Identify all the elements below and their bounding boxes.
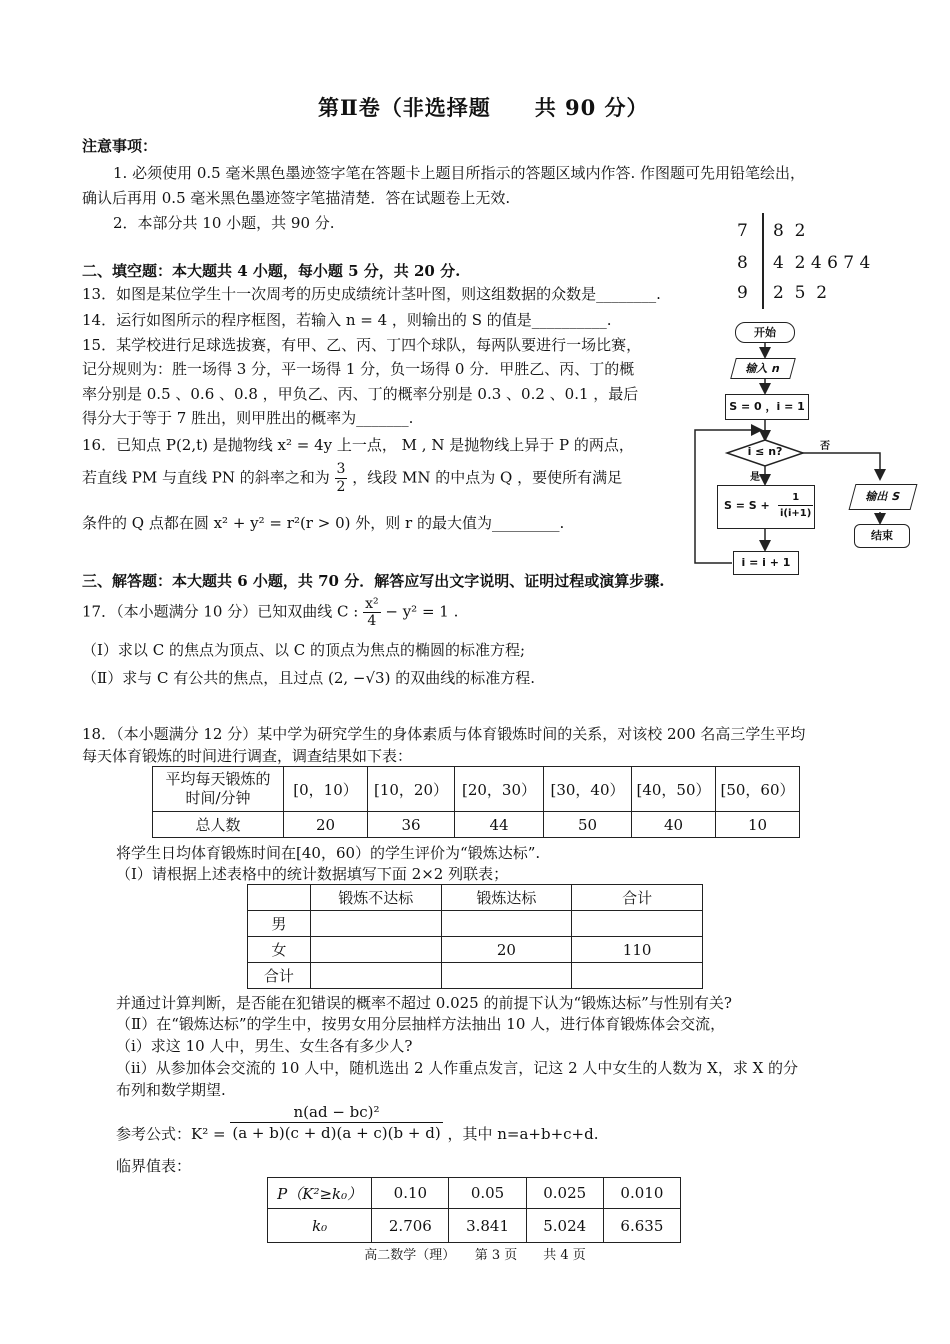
q17-text-b: − y² = 1 . <box>385 602 459 621</box>
count-cell: 36 <box>368 812 455 838</box>
question-15-line: 15．某学校进行足球选拔赛，有甲、乙、丙、丁四个球队，每两队要进行一场比赛， <box>82 336 642 354</box>
question-15-line: 记分规则为：胜一场得 3 分，平一场得 1 分，负一场得 0 分．甲胜乙、丙、丁的概 <box>82 360 635 378</box>
ct-header-cell: 锻炼达标 <box>441 885 572 911</box>
qualified-definition: 将学生日均体育锻炼时间在[40，60）的学生评价为“锻炼达标”. <box>116 844 541 862</box>
ct-row-label: 合计 <box>248 963 311 989</box>
section2-heading: 二、填空题：本大题共 4 小题，每小题 5 分，共 20 分. <box>82 262 461 280</box>
range-cell: [40，50） <box>632 767 716 812</box>
page-footer: 高二数学（理） 第 3 页 共 4 页 <box>364 1248 586 1263</box>
range-cell: [20，30） <box>455 767 544 812</box>
crit-cell: 5.024 <box>526 1209 603 1243</box>
question-15-line: 得分大于等于 7 胜出，则甲胜出的概率为_______. <box>82 409 414 427</box>
range-cell: [30，40） <box>544 767 632 812</box>
question-18-part2-ii: （ⅱ）从参加体会交流的 10 人中，随机选出 2 人作重点发言，记这 2 人中女生的人数为 X，求 X 的分 <box>116 1059 799 1077</box>
question-18-part2-i: （ⅰ）求这 10 人中，男生、女生各有多少人? <box>116 1037 413 1055</box>
flow-frac-num: 1 <box>778 490 813 506</box>
question-18-stem: 18．（本小题满分 12 分）某中学为研究学生的身体素质与体育锻炼时间的关系，对该校 200 名高三学生平均 <box>82 725 806 743</box>
question-17-stem <box>82 596 458 629</box>
crit-cell: 0.05 <box>449 1178 526 1209</box>
crit-cell: 0.025 <box>526 1178 603 1209</box>
flow-init: S = 0 ，i = 1 <box>725 394 809 420</box>
question-18-part2-ii-cont: 布列和数学期望. <box>116 1081 226 1099</box>
crit-cell: 3.841 <box>449 1209 526 1243</box>
question-17-part1: （Ⅰ）求以 C 的焦点为顶点、以 C 的顶点为焦点的椭圆的标准方程; <box>82 641 526 659</box>
notice-item-2: 2．本部分共 10 小题，共 90 分. <box>113 214 335 232</box>
flow-update-s-text: S = S + <box>724 499 770 512</box>
q16-text-a: 若直线 PM 与直线 PN 的斜率之和为 <box>82 468 330 487</box>
ct-cell <box>441 963 572 989</box>
stem-value: 7 <box>737 221 748 241</box>
formula-fraction <box>230 1102 442 1143</box>
ct-cell <box>441 911 572 937</box>
q17-fraction <box>363 596 381 629</box>
question-16-line1: 16．已知点 P(2,t) 是抛物线 x² = 4y 上一点， M , N 是抛物线上异于 P 的两点， <box>82 436 634 454</box>
crit-cell: 0.010 <box>603 1178 680 1209</box>
question-13: 13．如图是某位学生十一次周考的历史成绩统计茎叶图，则这组数据的众数是________. <box>82 285 661 303</box>
reference-formula <box>116 1102 599 1152</box>
ct-row-label: 男 <box>248 911 311 937</box>
notice-heading: 注意事项： <box>82 137 158 155</box>
flow-output: 输出 S <box>849 484 918 510</box>
stem-value: 9 <box>737 283 748 303</box>
ct-header-cell: 合计 <box>572 885 703 911</box>
range-cell: [50，60） <box>716 767 800 812</box>
notice-item-1: 1. 必须使用 0.5 毫米黑色墨迹签字笔在答题卡上题目所指示的答题区域内作答. 作图题可先用铅笔绘出， <box>113 164 806 182</box>
count-cell: 10 <box>716 812 800 838</box>
q16-text-b: ，线段 MN 的中点为 Q ，要使所有满足 <box>352 468 623 487</box>
flow-update-frac <box>778 490 813 521</box>
table1-header-cell <box>153 767 284 812</box>
table1-header-line1: 平均每天锻炼的 <box>165 770 271 788</box>
question-14: 14．运行如图所示的程序框图，若输入 n = 4 ，则输出的 S 的值是__________. <box>82 311 612 329</box>
stem-leaf-plot <box>733 213 913 313</box>
q17-frac-num: x² <box>365 596 379 612</box>
q17-frac-den: 4 <box>367 613 377 629</box>
formula-label: 参考公式：K² = <box>116 1124 226 1143</box>
leaf-values: 4 2 4 6 7 4 <box>773 253 871 273</box>
crit-cell: 2.706 <box>372 1209 449 1243</box>
flow-condition: i ≤ n? <box>747 445 783 458</box>
q17-text-a: 17．（本小题满分 10 分）已知双曲线 C : <box>82 602 359 621</box>
q16-fraction <box>335 461 348 496</box>
flow-no-label: 否 <box>820 441 830 452</box>
stem-value: 8 <box>737 253 748 273</box>
range-cell: [0，10） <box>284 767 368 812</box>
ct-cell <box>310 963 441 989</box>
formula-denominator: (a + b)(c + d)(a + c)(b + d) <box>232 1124 441 1142</box>
range-cell: [10，20） <box>368 767 455 812</box>
crit-cell: 6.635 <box>603 1209 680 1243</box>
formula-tail: ，其中 n=a+b+c+d. <box>447 1124 599 1143</box>
question-18-stem-cont: 每天体育锻炼的时间进行调查，调查结果如下表： <box>82 747 413 765</box>
flowchart <box>690 318 920 578</box>
section3-heading: 三、解答题：本大题共 6 小题，共 70 分．解答应写出文字说明、证明过程或演算步骤. <box>82 572 665 590</box>
question-18-judge: 并通过计算判断，是否能在犯错误的概率不超过 0.025 的前提下认为“锻炼达标”与性别有关? <box>116 994 732 1012</box>
page-title: 第Ⅱ卷（非选择题 共 90 分） <box>318 95 649 120</box>
q16-frac-den: 2 <box>336 479 346 495</box>
question-18-part1: （Ⅰ）请根据上述表格中的统计数据填写下面 2×2 列联表； <box>116 865 509 883</box>
flow-start: 开始 <box>735 322 795 343</box>
leaf-values: 8 2 <box>773 221 806 241</box>
critical-value-table <box>267 1177 681 1243</box>
question-18-part2: （Ⅱ）在“锻炼达标”的学生中，按男女用分层抽样方法抽出 10 人，进行体育锻炼体会交流， <box>116 1015 726 1033</box>
ct-cell: 20 <box>441 937 572 963</box>
leaf-values: 2 5 2 <box>773 283 828 303</box>
ct-row-label: 女 <box>248 937 311 963</box>
ct-header-cell: 锻炼不达标 <box>310 885 441 911</box>
crit-cell: 0.10 <box>372 1178 449 1209</box>
flow-update-s <box>717 485 815 529</box>
flow-increment: i = i + 1 <box>733 551 799 575</box>
ct-header-cell <box>248 885 311 911</box>
question-16-line3: 条件的 Q 点都在圆 x² + y² = r²(r > 0) 外，则 r 的最大值为_________. <box>82 514 565 532</box>
contingency-table <box>247 884 703 989</box>
flow-end: 结束 <box>854 524 910 548</box>
ct-cell <box>310 911 441 937</box>
crit-row-label: P（K²≥k₀） <box>268 1178 372 1209</box>
question-15-line: 率分别是 0.5 、0.6 、0.8 ，甲负乙、丙、丁的概率分别是 0.3 、0.2 、0.1 ，最后 <box>82 385 639 403</box>
ct-cell <box>572 963 703 989</box>
row-label-cell: 总人数 <box>153 812 284 838</box>
count-cell: 50 <box>544 812 632 838</box>
table1-header-line2: 时间/分钟 <box>185 789 251 807</box>
flow-yes-label: 是 <box>750 472 760 483</box>
notice-item-1-cont: 确认后再用 0.5 毫米黑色墨迹签字笔描清楚．答在试题卷上无效. <box>82 189 511 207</box>
question-17-part2: （Ⅱ）求与 C 有公共的焦点，且过点 (2, −√3) 的双曲线的标准方程. <box>82 669 535 687</box>
ct-cell: 110 <box>572 937 703 963</box>
critical-value-label: 临界值表： <box>116 1157 192 1175</box>
flow-input: 输入 n <box>730 358 796 379</box>
question-16-line2 <box>82 461 622 496</box>
exercise-time-table <box>152 766 800 838</box>
count-cell: 40 <box>632 812 716 838</box>
count-cell: 20 <box>284 812 368 838</box>
ct-cell <box>572 911 703 937</box>
stem-leaf-divider <box>762 213 764 309</box>
crit-row-label: k₀ <box>268 1209 372 1243</box>
ct-cell <box>310 937 441 963</box>
q16-frac-num: 3 <box>336 461 346 477</box>
count-cell: 44 <box>455 812 544 838</box>
flow-frac-den: i(i+1) <box>780 508 812 519</box>
formula-numerator: n(ad − bc)² <box>230 1102 442 1123</box>
